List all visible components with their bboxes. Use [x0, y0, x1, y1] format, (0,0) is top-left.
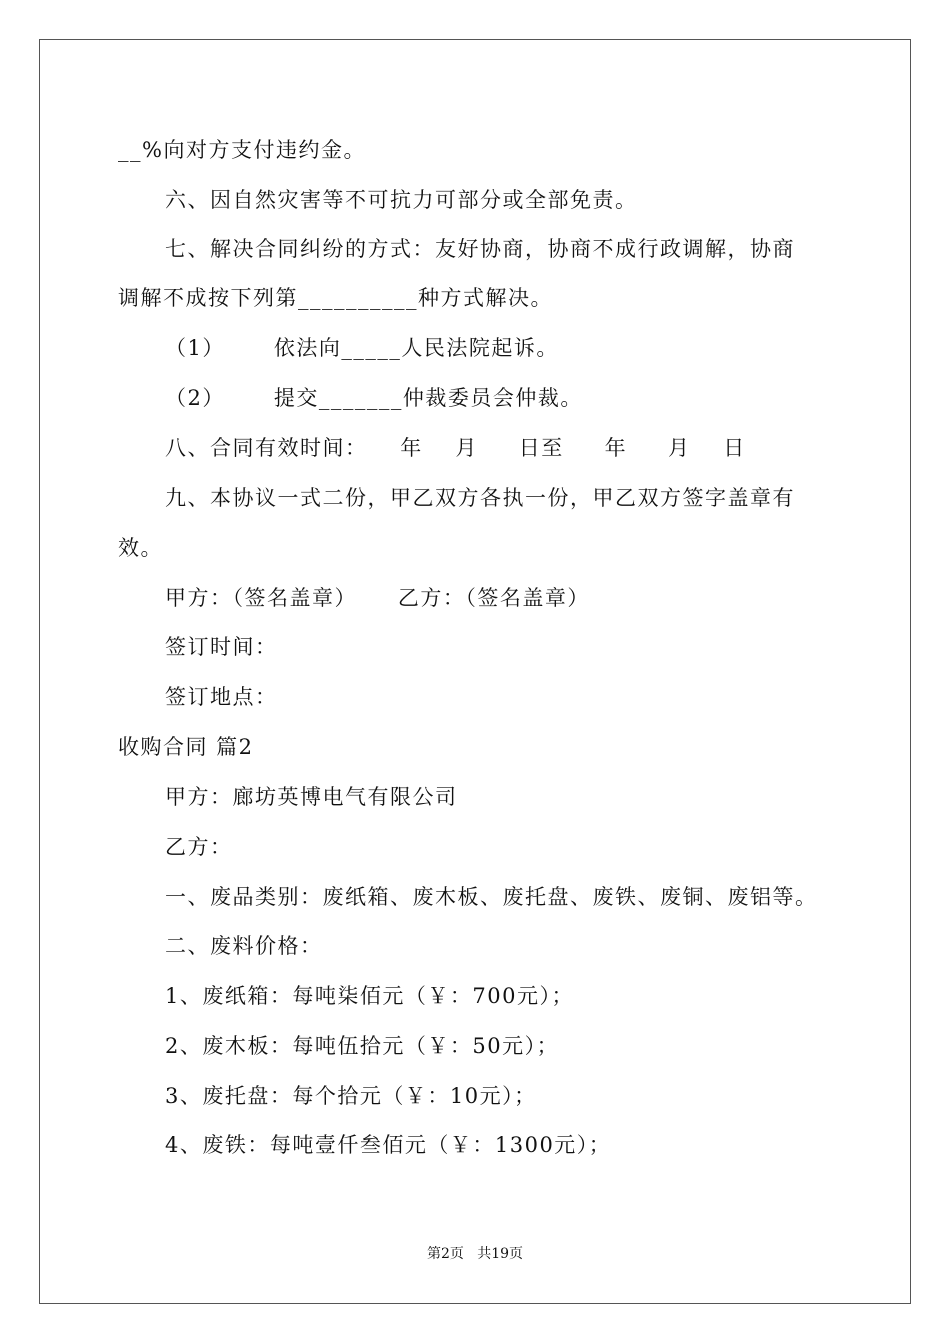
party-a: 甲方：廊坊英博电气有限公司	[165, 785, 458, 809]
clause-9: 九、本协议一式二份，甲乙双方各执一份，甲乙双方签字盖章有	[165, 486, 795, 510]
clause-6: 六、因自然灾害等不可抗力可部分或全部免责。	[165, 188, 638, 212]
sign-place: 签订地点：	[165, 685, 278, 709]
price-item-2: 2、废木板：每吨伍拾元（￥：50元）；	[165, 1034, 560, 1058]
section-title: 收购合同 篇2	[118, 735, 254, 759]
clause-7: 七、解决合同纠纷的方式：友好协商，协商不成行政调解，协商	[165, 237, 795, 261]
signature-line: 甲方：（签名盖章） 乙方：（签名盖章）	[165, 586, 590, 610]
clause-8: 八、合同有效时间： 年 月 日至 年 月 日	[165, 436, 746, 460]
clause-7-cont: 调解不成按下列第__________种方式解决。	[118, 286, 553, 310]
page-footer: 第2页 共19页	[426, 1246, 524, 1262]
price-item-4: 4、废铁：每吨壹仟叁佰元（￥：1300元）；	[165, 1133, 612, 1157]
sign-date: 签订时间：	[165, 635, 278, 659]
clause-2-price: 二、废料价格：	[165, 934, 323, 958]
clause-1-category: 一、废品类别：废纸箱、废木板、废托盘、废铁、废铜、废铝等。	[165, 885, 818, 909]
option-2: （2） 提交_______仲裁委员会仲裁。	[165, 386, 583, 410]
page-frame	[39, 39, 911, 1304]
price-item-1: 1、废纸箱：每吨柒佰元（￥：700元）；	[165, 984, 574, 1008]
clause-9-cont: 效。	[118, 536, 163, 560]
price-item-3: 3、废托盘：每个拾元（￥：10元）；	[165, 1084, 537, 1108]
option-1: （1） 依法向_____人民法院起诉。	[165, 336, 559, 360]
party-b: 乙方：	[165, 835, 233, 859]
text-line-penalty: __%向对方支付违约金。	[118, 138, 366, 162]
